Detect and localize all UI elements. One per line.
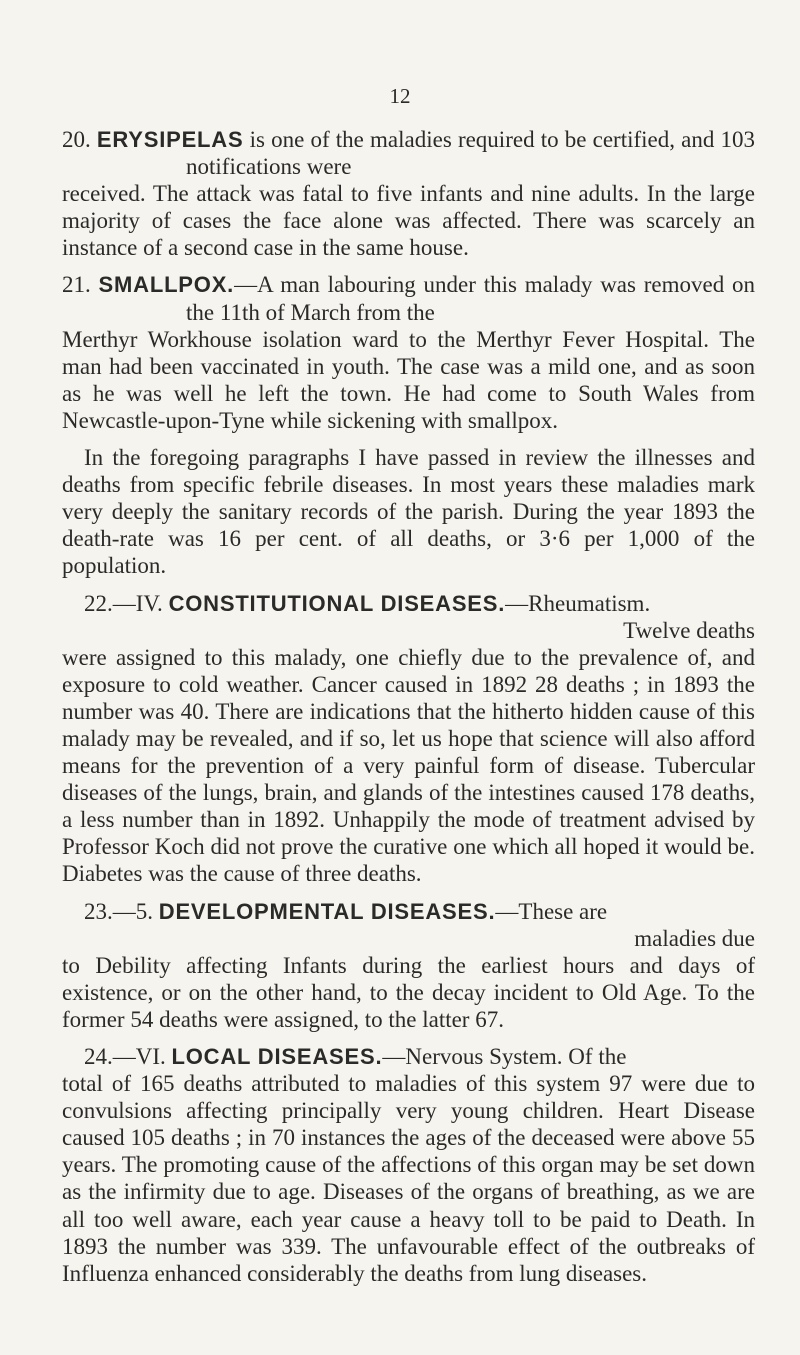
section-text: received. The attack was fatal to five infants and nine adults. In the large majority of cases the face alone was affected. There was scarcely an instance of a second case in the same house. <box>62 181 755 261</box>
section-number: 22.—IV. <box>84 590 163 616</box>
paragraph-developmental <box>62 898 755 1033</box>
section-heading: LOCAL DISEASES. <box>171 1044 383 1069</box>
paragraph-erysipelas <box>62 126 755 261</box>
section-number: 24.—VI. <box>84 1044 166 1069</box>
section-text: were assigned to this malady, one chiefly due to the prevalence of, and exposure to cold weather. Cancer caused in 1892 28 deaths ; in 1893 the number was 40. There are indications that the hitherto hidden cause of this malady may be revealed, and if so, let us hope that science will also afford means for the prevention of a very painful form of disease. Tubercular diseases of the lungs, brain, and glands of the intestines caused 178 deaths, a less number than in 1892. Unhappily the mode of treatment advised by Professor Koch did not prove the curative one which all hoped it would be. Diabetes was the cause of three deaths. <box>62 644 755 887</box>
section-number: 23.—5. <box>84 898 153 924</box>
section-text-first: is one of the maladies required to be certified, and 103 notifications were <box>186 127 755 180</box>
section-text-first: —Nervous System. Of the <box>382 1044 627 1069</box>
section-text-first: —A man labouring under this malady was removed on the 11th of March from the <box>186 272 756 325</box>
section-text-second: Twelve deaths <box>623 617 755 643</box>
section-text: total of 165 deaths attributed to maladies of this system 97 were due to convulsions affecting principally very young children. Heart Disease caused 105 deaths ; in 70 instances the ages of the deceased were above 55 years. The promoting cause of the affections of this organ may be set down as the infirmity due to age. Diseases of the organs of breathing, as we are all too well aware, each year cause a heavy toll to be paid to Death. In 1893 the number was 339. The unfavourable effect of the outbreaks of Influenza enhanced considerably the deaths from lung diseases. <box>62 1071 755 1286</box>
section-heading: DEVELOPMENTAL DISEASES. <box>158 898 496 924</box>
section-heading: CONSTITUTIONAL DISEASES. <box>168 590 506 616</box>
paragraph-review: In the foregoing paragraphs I have passed in review the illnesses and deaths from specific febrile diseases. In most years these maladies mark very deeply the sanitary records of the parish. During the year 1893 the death-rate was 16 per cent. of all deaths, or 3·6 per 1,000 of the population. <box>62 445 755 579</box>
section-number: 21. <box>62 272 91 298</box>
section-text: Merthyr Workhouse isolation ward to the Merthyr Fever Hospital. The man had been vaccinated in youth. The case was a mild one, and as soon as he was well he left the town. He had come to South Wales from Newcastle-upon-Tyne while sickening with smallpox. <box>62 326 755 433</box>
section-heading: ERYSIPELAS <box>96 127 244 152</box>
section-text: to Debility affecting Infants during the earliest hours and days of existence, or on the other hand, to the decay incident to Old Age. To the former 54 deaths were assigned, to the latter 67. <box>62 952 755 1032</box>
section-number: 20. <box>62 127 91 152</box>
section-text-first: —These are <box>495 898 608 924</box>
section-text-first: —Rheumatism. <box>505 590 651 616</box>
page-number: 12 <box>389 84 411 108</box>
section-text-second: maladies due <box>634 925 755 951</box>
paragraph-local-diseases <box>62 1043 755 1287</box>
section-heading: SMALLPOX. <box>98 272 235 298</box>
body-text <box>62 126 755 1297</box>
paragraph-constitutional <box>62 590 755 888</box>
paragraph-smallpox <box>62 271 755 434</box>
